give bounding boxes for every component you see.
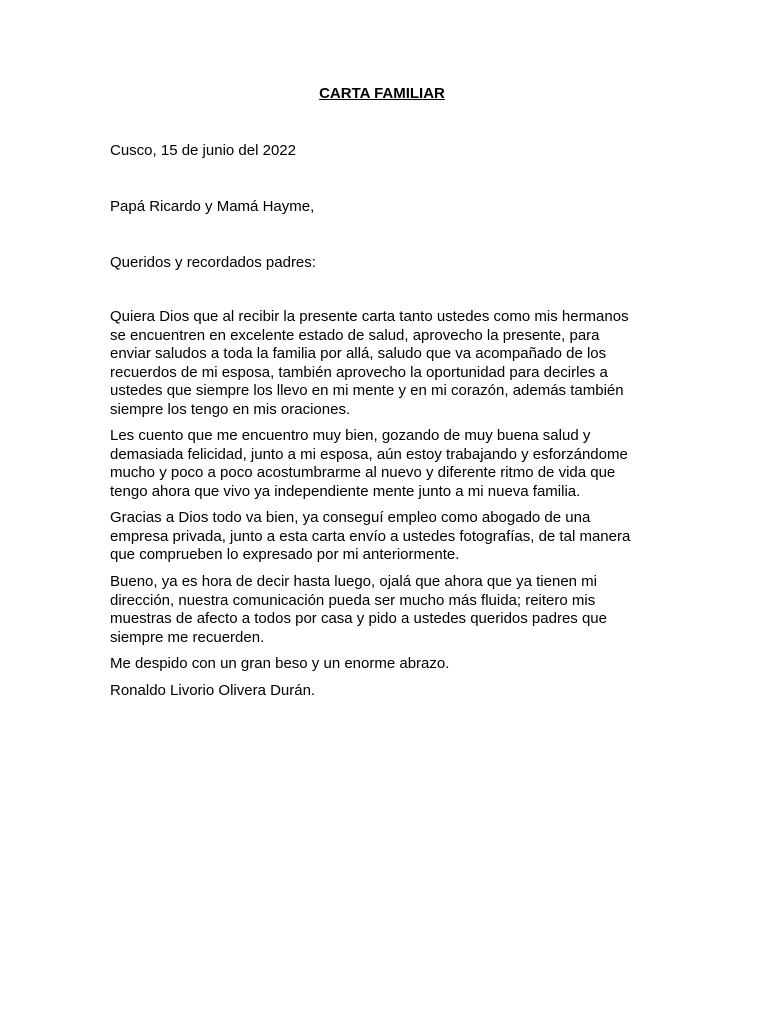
- paragraph-line: Me despido con un gran beso y un enorme abrazo.: [110, 655, 450, 672]
- body-paragraph-3: [110, 509, 670, 565]
- paragraph-line: enviar saludos a toda la familia por allá, saludo que va acompañado de los: [110, 345, 607, 363]
- paragraph-line: recuerdos de mi esposa, también aprovecho la oportunidad para decirles a: [110, 363, 608, 381]
- paragraph-line: Bueno, ya es hora de decir hasta luego, ojalá que ahora que ya tienen mi: [110, 573, 598, 590]
- greeting-line: Queridos y recordados padres:: [110, 254, 316, 271]
- paragraph-line: se encuentren en excelente estado de salud, aprovecho la presente, para: [110, 326, 600, 344]
- paragraph-line: tengo ahora que vivo ya independiente mente junto a mi nueva familia.: [110, 482, 581, 500]
- body-paragraph-1: [110, 308, 670, 420]
- paragraph-line: empresa privada, junto a esta carta envío a ustedes fotografías, de tal manera: [110, 527, 631, 545]
- paragraph-line: muestras de afecto a todos por casa y pido a ustedes queridos padres que: [110, 610, 607, 628]
- paragraph-line: Les cuento que me encuentro muy bien, gozando de muy buena salud y: [110, 427, 591, 444]
- paragraph-line: demasiada felicidad, junto a mi esposa, aún estoy trabajando y esforzándome: [110, 445, 628, 463]
- paragraph-line: mucho y poco a poco acostumbrarme al nuevo y diferente ritmo de vida que: [110, 464, 616, 482]
- body-paragraph-4: [110, 573, 670, 647]
- recipient-line: Papá Ricardo y Mamá Hayme,: [110, 198, 315, 215]
- document-title: CARTA FAMILIAR: [319, 85, 445, 102]
- date-line: Cusco, 15 de junio del 2022: [110, 142, 296, 159]
- paragraph-line: siempre me recuerden.: [110, 628, 265, 646]
- paragraph-line: que comprueben lo expresado por mi anteriormente.: [110, 546, 460, 564]
- paragraph-line: dirección, nuestra comunicación pueda ser mucho más fluida; reitero mis: [110, 591, 596, 609]
- body-paragraph-5: [110, 655, 670, 674]
- body-paragraph-2: [110, 427, 670, 501]
- signature-line: Ronaldo Livorio Olivera Durán.: [110, 682, 316, 699]
- paragraph-line: Gracias a Dios todo va bien, ya conseguí empleo como abogado de una: [110, 509, 591, 526]
- paragraph-line: ustedes que siempre los llevo en mi mente y en mi corazón, además también: [110, 382, 624, 400]
- paragraph-line: Quiera Dios que al recibir la presente carta tanto ustedes como mis hermanos: [110, 308, 629, 325]
- paragraph-line: siempre los tengo en mis oraciones.: [110, 400, 351, 418]
